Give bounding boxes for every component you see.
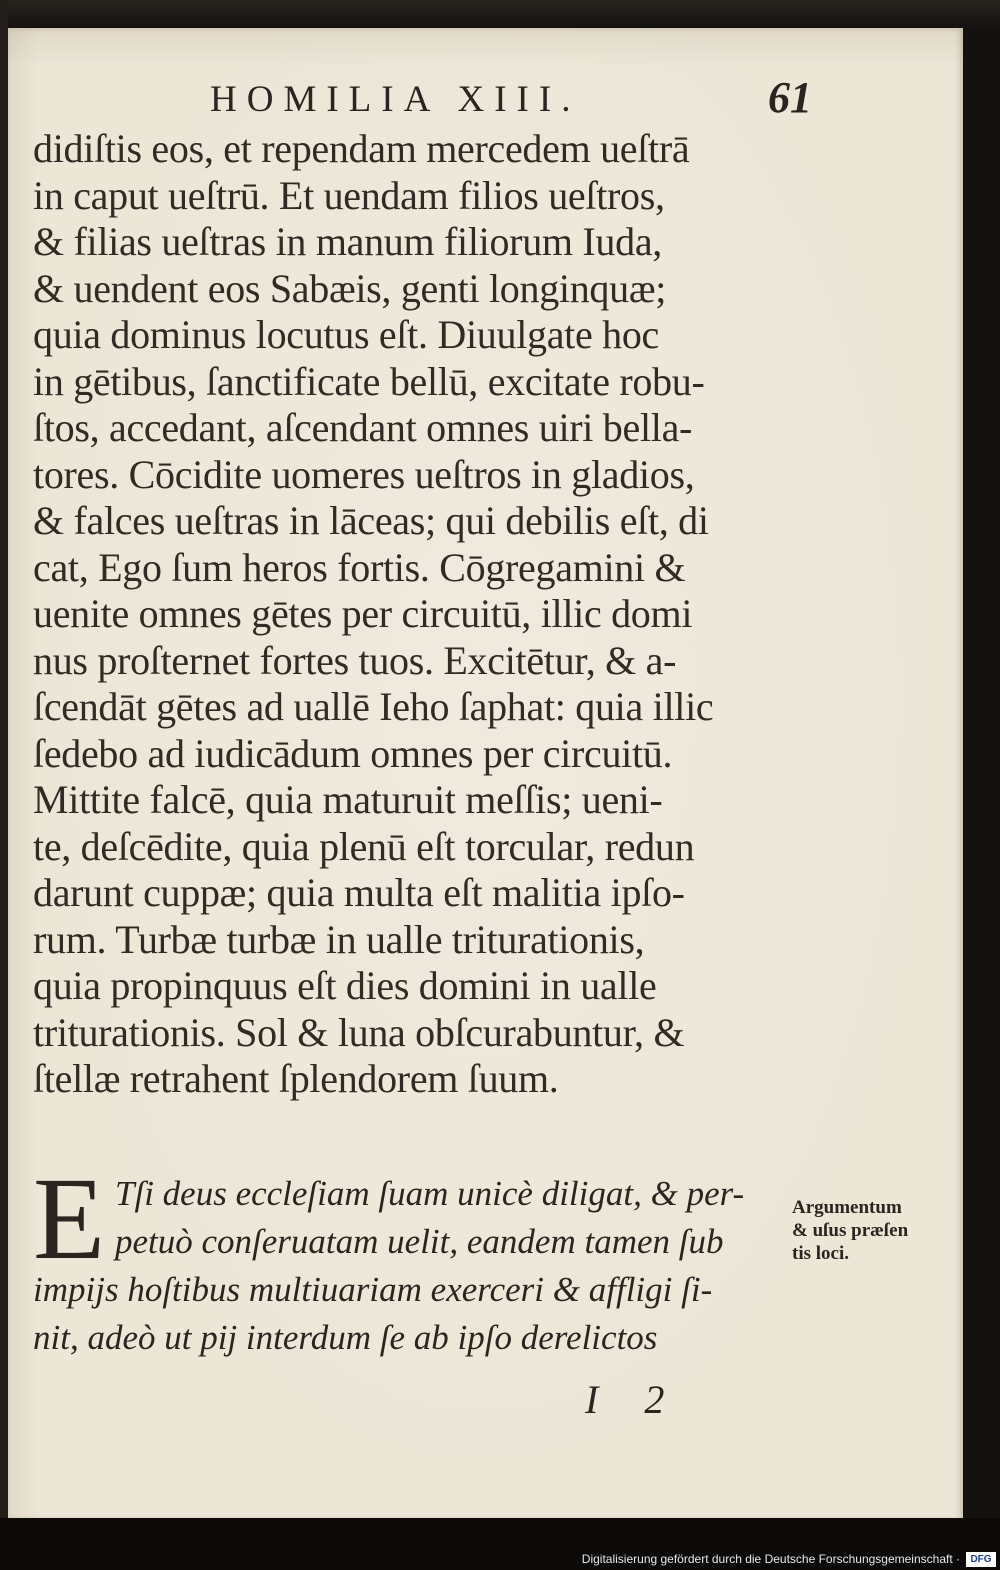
running-head: HOMILIA XIII. [210,79,581,120]
text-line: ſtellæ retrahent ſplendorem ſuum. [33,1056,559,1101]
text-line: & filias ueſtras in manum filiorum Iuda, [33,219,662,264]
funding-credit: Digitalisierung gefördert durch die Deutsche Forschungsgemeinschaft · [581,1552,960,1566]
text-line: ſtos, accedant, aſcendant omnes uiri bella- [33,405,693,450]
commentary-line: Tſi deus eccleſiam ſuam unicè diligat, & per- [115,1174,745,1213]
marginal-note-line: tis loci. [792,1243,849,1264]
marginal-note [792,1196,908,1265]
text-line: ſedebo ad iudicādum omnes per circuitū. [33,730,673,776]
commentary-line: petuò conſeruatam uelit, eandem tamen ſub [115,1222,724,1261]
main-text-block [33,126,803,1103]
text-line: tores. Cōcidite uomeres ueſtros in gladios, [33,451,695,497]
text-line: cat, Ego ſum heros fortis. Cōgregamini & [33,544,686,590]
text-line: Mittite falcē, quia maturuit meſſis; ueni- [33,777,663,822]
text-line: triturationis. Sol & luna obſcurabuntur, & [33,1009,685,1055]
scan-frame-left [0,0,8,1570]
commentary-lines [33,1170,803,1362]
text-line: rum. Turbæ turbæ in ualle triturationis, [33,916,645,962]
text-line: ſcendāt gētes ad uallē Ieho ſaphat: quia illic [33,684,714,729]
dfg-logo: DFG [966,1552,996,1567]
text-line: didiſtis eos, et rependam mercedem ueſtrā [33,126,690,171]
text-line: uenite omnes gētes per circuitū, illic domi [33,591,693,636]
text-line: darunt cuppæ; quia multa eſt malitia ipſo- [33,870,685,915]
scan-frame-top [0,0,1000,30]
commentary-block [33,1153,803,1362]
text-line: in gētibus, ſanctificate bellū, excitate robu- [33,358,705,404]
text-line: te, deſcēdite, quia plenū eſt torcular, redun [33,823,695,869]
marginal-note-line: Argumentum [792,1197,902,1218]
text-line: nus proſternet fortes tuos. Excitētur, & a- [33,637,677,683]
page-number: 61 [768,73,812,122]
signature-mark: I 2 [585,1377,683,1422]
text-line: & falces ueſtras in lāceas; qui debilis eſt, di [33,498,709,543]
text-line: quia dominus locutus eſt. Diuulgate hoc [33,312,659,357]
text-line: quia propinquus eſt dies domini in ualle [33,963,657,1008]
drop-cap-initial: E [33,1153,106,1284]
commentary-line: nit, adeò ut pij interdum ſe ab ipſo derelictos [33,1318,658,1357]
commentary-line: impijs hoſtibus multiuariam exerceri & affligi ſi- [33,1270,713,1309]
marginal-note-line: & uſus præſen [792,1220,909,1241]
text-line: in caput ueſtrū. Et uendam filios ueſtros, [33,172,665,218]
text-line: & uendent eos Sabæis, genti longinquæ; [33,265,667,311]
